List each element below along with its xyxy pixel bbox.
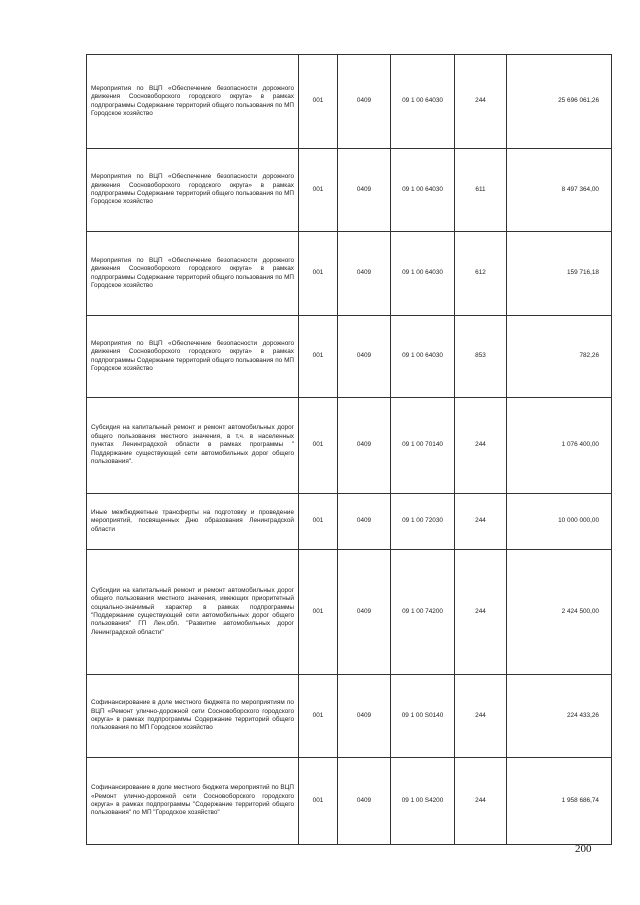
row-description: Мероприятия по ВЦП «Обеспечение безопасности дорожного движения Сосновоборского городского округа» в рамках подпрограммы Содержание территорий общего пользования по МП Городское хозяйство (87, 149, 299, 232)
target-article-code: 09 1 00 64030 (391, 55, 455, 149)
amount: 25 696 061,26 (507, 55, 612, 149)
target-article-code: 09 1 00 S0140 (391, 675, 455, 758)
amount: 8 497 364,00 (507, 149, 612, 232)
expense-type-code: 244 (455, 398, 507, 494)
expense-type-code: 244 (455, 494, 507, 550)
row-description: Софинансирование в доле местного бюджета по мероприятиям по ВЦП «Ремонт улично-дорожной сети Сосновоборского городского округа» в рамках подпрограммы Содержание территорий общего пользования по МП Городское хозяйство (87, 675, 299, 758)
section-code: 0409 (338, 494, 391, 550)
row-description: Субсидии на капитальный ремонт и ремонт автомобильных дорог общего пользования местного значения, имеющих приоритетный социально-значимый характер в рамках подпрограммы "Поддержание существующей сети автомобильных дорог общего пользования" ГП Лен.обл. "Развитие автомобильных дорог Ленинградской области" (87, 550, 299, 675)
expense-type-code: 853 (455, 316, 507, 398)
table-row (87, 398, 612, 494)
table-row (87, 232, 612, 316)
page-number: 200 (575, 843, 592, 855)
target-article-code: 09 1 00 70140 (391, 398, 455, 494)
amount: 1 076 400,00 (507, 398, 612, 494)
row-description: Софинансирование в доле местного бюджета мероприятий по ВЦП «Ремонт улично-дорожной сети Сосновоборского городского округа» в рамках подпрограммы "Содержание территорий общего пользования" по МП "Городское хозяйство" (87, 758, 299, 845)
section-code: 0409 (338, 550, 391, 675)
expense-type-code: 244 (455, 550, 507, 675)
section-code: 0409 (338, 758, 391, 845)
budget-table (86, 54, 612, 845)
amount: 159 716,18 (507, 232, 612, 316)
section-code: 0409 (338, 675, 391, 758)
section-code: 0409 (338, 55, 391, 149)
row-description: Мероприятия по ВЦП «Обеспечение безопасности дорожного движения Сосновоборского городского округа» в рамках подпрограммы Содержание территорий общего пользования по МП Городское хозяйство (87, 316, 299, 398)
row-description: Мероприятия по ВЦП «Обеспечение безопасности дорожного движения Сосновоборского городского округа» в рамках подпрограммы Содержание территорий общего пользования по МП Городское хозяйство (87, 232, 299, 316)
amount: 1 958 686,74 (507, 758, 612, 845)
section-code: 0409 (338, 149, 391, 232)
ministry-code: 001 (299, 758, 338, 845)
target-article-code: 09 1 00 72030 (391, 494, 455, 550)
target-article-code: 09 1 00 64030 (391, 232, 455, 316)
expense-type-code: 244 (455, 55, 507, 149)
table-row (87, 758, 612, 845)
ministry-code: 001 (299, 149, 338, 232)
target-article-code: 09 1 00 64030 (391, 316, 455, 398)
row-description: Субсидия на капитальный ремонт и ремонт автомобильных дорог общего пользования местного значения, в т.ч. в населенных пунктах Ленинградской области в рамках программы " Поддержание существующей сети автомобильных дорог общего пользования". (87, 398, 299, 494)
amount: 10 000 000,00 (507, 494, 612, 550)
ministry-code: 001 (299, 398, 338, 494)
target-article-code: 09 1 00 74200 (391, 550, 455, 675)
table-row (87, 149, 612, 232)
target-article-code: 09 1 00 64030 (391, 149, 455, 232)
amount: 782,26 (507, 316, 612, 398)
target-article-code: 09 1 00 S4200 (391, 758, 455, 845)
section-code: 0409 (338, 398, 391, 494)
row-description: Иные межбюджетные трансферты на подготовку и проведение мероприятий, посвященных Дню образования Ленинградской области (87, 494, 299, 550)
ministry-code: 001 (299, 550, 338, 675)
table-row (87, 316, 612, 398)
ministry-code: 001 (299, 232, 338, 316)
table-row (87, 55, 612, 149)
table-row (87, 550, 612, 675)
ministry-code: 001 (299, 675, 338, 758)
table-row (87, 494, 612, 550)
ministry-code: 001 (299, 494, 338, 550)
ministry-code: 001 (299, 55, 338, 149)
section-code: 0409 (338, 316, 391, 398)
expense-type-code: 612 (455, 232, 507, 316)
ministry-code: 001 (299, 316, 338, 398)
table-row (87, 675, 612, 758)
row-description: Мероприятия по ВЦП «Обеспечение безопасности дорожного движения Сосновоборского городского округа» в рамках подпрограммы Содержание территорий общего пользования по МП Городское хозяйство (87, 55, 299, 149)
amount: 2 424 500,00 (507, 550, 612, 675)
expense-type-code: 244 (455, 758, 507, 845)
expense-type-code: 611 (455, 149, 507, 232)
amount: 224 433,26 (507, 675, 612, 758)
section-code: 0409 (338, 232, 391, 316)
expense-type-code: 244 (455, 675, 507, 758)
